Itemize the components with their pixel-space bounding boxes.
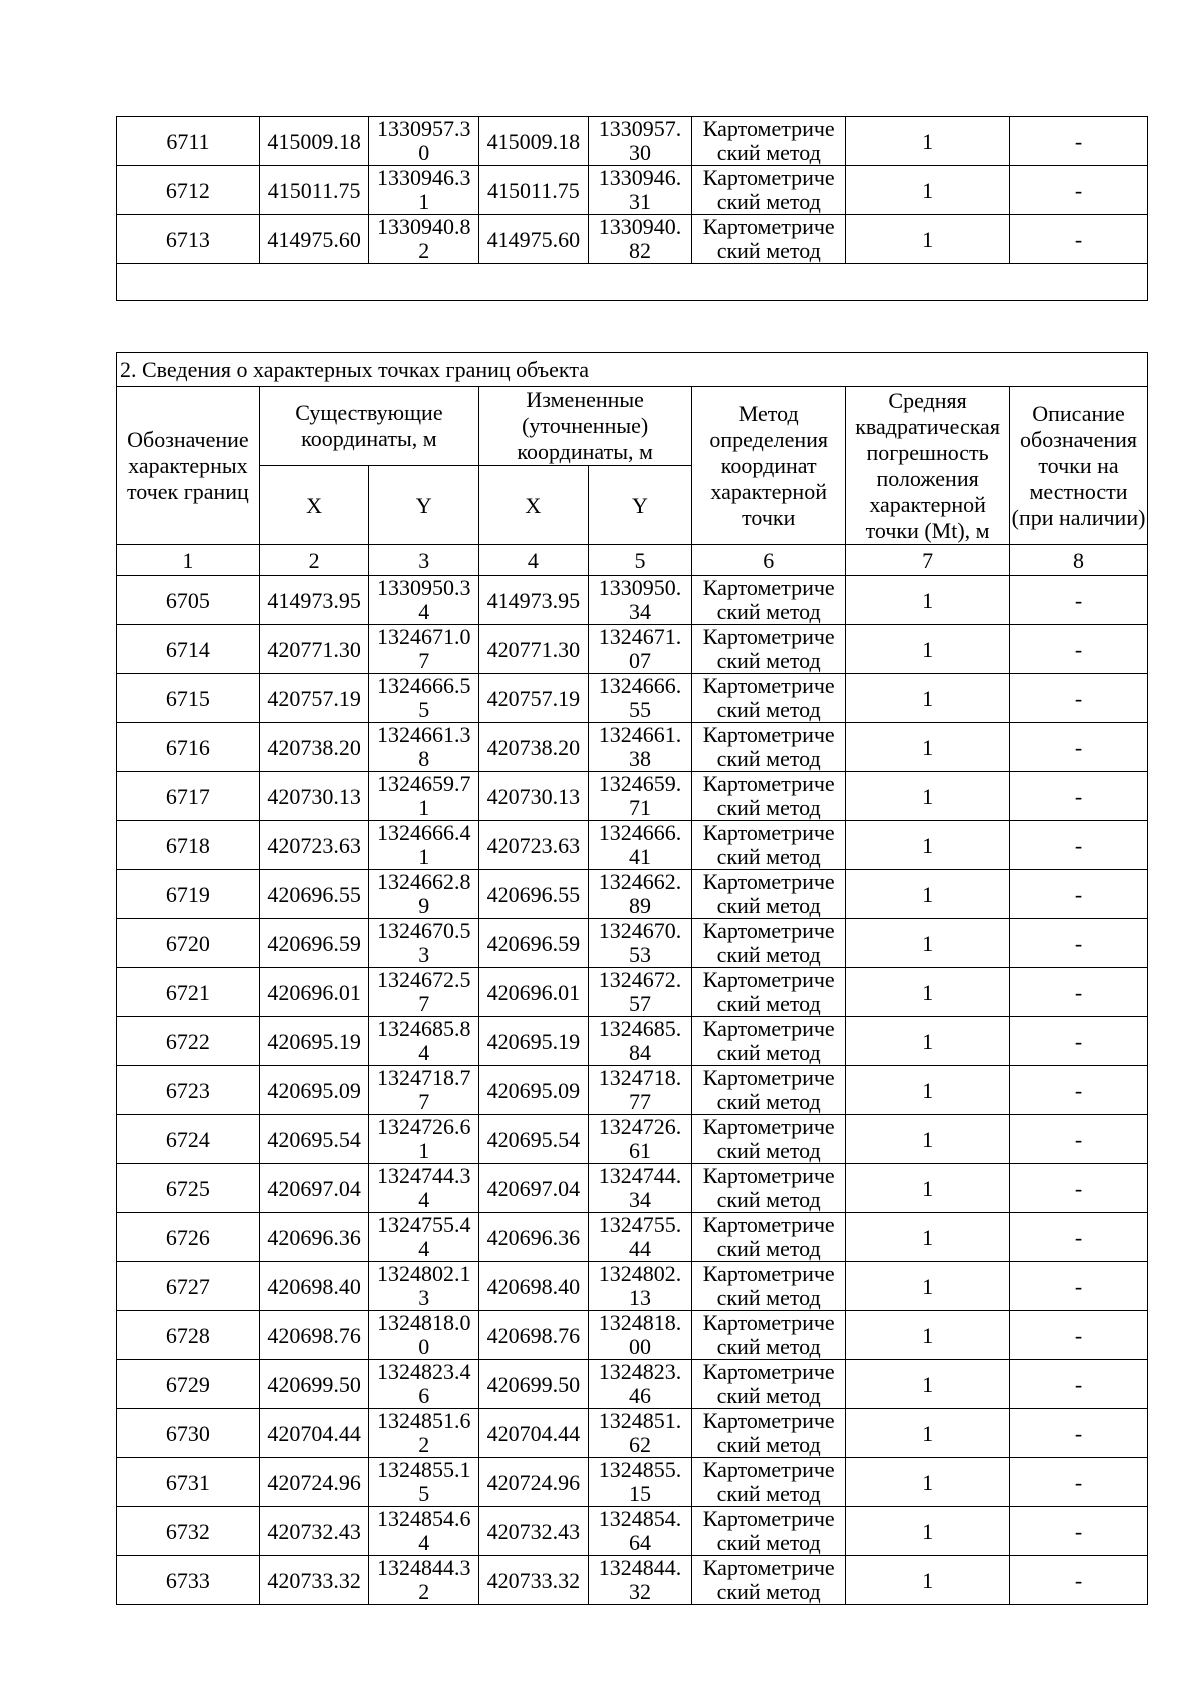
x-changed: 420723.63 <box>479 821 589 870</box>
description: - <box>1010 1311 1148 1360</box>
x-changed: 420738.20 <box>479 723 589 772</box>
y-existing: 1324672.5 7 <box>369 968 479 1017</box>
point-name: 6714 <box>117 625 260 674</box>
x-existing: 420698.76 <box>259 1311 369 1360</box>
y-changed: 1324755. 44 <box>588 1213 692 1262</box>
table-row <box>117 1409 1148 1458</box>
point-name: 6722 <box>117 1017 260 1066</box>
x-changed: 420724.96 <box>479 1458 589 1507</box>
method: Картометриче ский метод <box>692 166 846 215</box>
x-changed: 420695.09 <box>479 1066 589 1115</box>
header-changed-coords: Измененные (уточненные) координаты, м <box>479 387 692 466</box>
x-changed: 414973.95 <box>479 576 589 625</box>
y-changed: 1324851. 62 <box>588 1409 692 1458</box>
x-existing: 420696.36 <box>259 1213 369 1262</box>
method: Картометриче ский метод <box>692 674 846 723</box>
method: Картометриче ский метод <box>692 821 846 870</box>
x-existing: 420733.32 <box>259 1556 369 1605</box>
method: Картометриче ский метод <box>692 1017 846 1066</box>
x-existing: 420704.44 <box>259 1409 369 1458</box>
x-changed: 414975.60 <box>479 215 589 264</box>
header-y-existing: Y <box>369 466 479 545</box>
y-existing: 1324755.4 4 <box>369 1213 479 1262</box>
method: Картометриче ский метод <box>692 1311 846 1360</box>
mt-value: 1 <box>846 576 1010 625</box>
column-number: 1 <box>117 545 260 576</box>
mt-value: 1 <box>846 723 1010 772</box>
x-existing: 420699.50 <box>259 1360 369 1409</box>
x-existing: 414973.95 <box>259 576 369 625</box>
mt-value: 1 <box>846 674 1010 723</box>
column-number: 7 <box>846 545 1010 576</box>
x-changed: 420757.19 <box>479 674 589 723</box>
point-name: 6717 <box>117 772 260 821</box>
y-changed: 1324718. 77 <box>588 1066 692 1115</box>
y-changed: 1324744. 34 <box>588 1164 692 1213</box>
method: Картометриче ский метод <box>692 723 846 772</box>
method: Картометриче ский метод <box>692 1164 846 1213</box>
x-existing: 420732.43 <box>259 1507 369 1556</box>
x-existing: 420696.59 <box>259 919 369 968</box>
x-changed: 420696.36 <box>479 1213 589 1262</box>
description: - <box>1010 1066 1148 1115</box>
table-row <box>117 723 1148 772</box>
description: - <box>1010 723 1148 772</box>
description: - <box>1010 576 1148 625</box>
x-changed: 420695.19 <box>479 1017 589 1066</box>
y-changed: 1324818. 00 <box>588 1311 692 1360</box>
description: - <box>1010 1164 1148 1213</box>
description: - <box>1010 166 1148 215</box>
header-error: Средняя квадратическая погрешность положения характерной точки (Mt), м <box>846 387 1010 545</box>
point-name: 6721 <box>117 968 260 1017</box>
description: - <box>1010 1458 1148 1507</box>
header-x-existing: X <box>259 466 369 545</box>
method: Картометриче ский метод <box>692 772 846 821</box>
table-row <box>117 1262 1148 1311</box>
y-changed: 1324661. 38 <box>588 723 692 772</box>
method: Картометриче ский метод <box>692 919 846 968</box>
table-row <box>117 674 1148 723</box>
point-name: 6716 <box>117 723 260 772</box>
table-footer-row <box>117 264 1148 301</box>
y-changed: 1324666. 55 <box>588 674 692 723</box>
method: Картометриче ский метод <box>692 870 846 919</box>
x-changed: 420697.04 <box>479 1164 589 1213</box>
x-existing: 414975.60 <box>259 215 369 264</box>
description: - <box>1010 1409 1148 1458</box>
header-method: Метод определения координат характерной точки <box>692 387 846 545</box>
y-changed: 1324672. 57 <box>588 968 692 1017</box>
point-name: 6712 <box>117 166 260 215</box>
description: - <box>1010 1017 1148 1066</box>
column-number: 2 <box>259 545 369 576</box>
y-existing: 1324661.3 8 <box>369 723 479 772</box>
x-existing: 420697.04 <box>259 1164 369 1213</box>
description: - <box>1010 674 1148 723</box>
table-row <box>117 576 1148 625</box>
point-name: 6730 <box>117 1409 260 1458</box>
y-existing: 1324844.3 2 <box>369 1556 479 1605</box>
point-name: 6731 <box>117 1458 260 1507</box>
y-changed: 1324662. 89 <box>588 870 692 919</box>
x-existing: 420771.30 <box>259 625 369 674</box>
x-changed: 420730.13 <box>479 772 589 821</box>
y-existing: 1324666.4 1 <box>369 821 479 870</box>
method: Картометриче ский метод <box>692 1556 846 1605</box>
table-row <box>117 625 1148 674</box>
method: Картометриче ский метод <box>692 1213 846 1262</box>
mt-value: 1 <box>846 1017 1010 1066</box>
table-row <box>117 1556 1148 1605</box>
y-existing: 1330940.8 2 <box>369 215 479 264</box>
table-continuation <box>116 116 1148 301</box>
y-changed: 1324666. 41 <box>588 821 692 870</box>
section-title-row <box>117 353 1148 387</box>
description: - <box>1010 117 1148 166</box>
x-changed: 415009.18 <box>479 117 589 166</box>
point-name: 6718 <box>117 821 260 870</box>
table-row <box>117 166 1148 215</box>
table-row <box>117 1213 1148 1262</box>
x-existing: 420723.63 <box>259 821 369 870</box>
section-title: 2. Сведения о характерных точках границ объекта <box>117 353 1148 387</box>
mt-value: 1 <box>846 821 1010 870</box>
table-row <box>117 117 1148 166</box>
column-numbers-row <box>117 545 1148 576</box>
y-existing: 1330950.3 4 <box>369 576 479 625</box>
y-changed: 1324726. 61 <box>588 1115 692 1164</box>
mt-value: 1 <box>846 166 1010 215</box>
mt-value: 1 <box>846 1115 1010 1164</box>
x-changed: 420696.55 <box>479 870 589 919</box>
y-existing: 1324818.0 0 <box>369 1311 479 1360</box>
description: - <box>1010 870 1148 919</box>
mt-value: 1 <box>846 1262 1010 1311</box>
x-existing: 415009.18 <box>259 117 369 166</box>
point-name: 6728 <box>117 1311 260 1360</box>
x-changed: 420732.43 <box>479 1507 589 1556</box>
y-existing: 1324718.7 7 <box>369 1066 479 1115</box>
table-row <box>117 1066 1148 1115</box>
mt-value: 1 <box>846 919 1010 968</box>
description: - <box>1010 772 1148 821</box>
header-x-changed: X <box>479 466 589 545</box>
method: Картометриче ский метод <box>692 215 846 264</box>
x-existing: 420757.19 <box>259 674 369 723</box>
column-number: 3 <box>369 545 479 576</box>
description: - <box>1010 1507 1148 1556</box>
column-number: 6 <box>692 545 846 576</box>
point-name: 6732 <box>117 1507 260 1556</box>
table-row <box>117 919 1148 968</box>
description: - <box>1010 968 1148 1017</box>
y-changed: 1324685. 84 <box>588 1017 692 1066</box>
method: Картометриче ский метод <box>692 1360 846 1409</box>
table-row <box>117 870 1148 919</box>
header-point-name: Обозначение характерных точек границ <box>117 387 260 545</box>
y-changed: 1324823. 46 <box>588 1360 692 1409</box>
x-changed: 420698.76 <box>479 1311 589 1360</box>
y-changed: 1324855. 15 <box>588 1458 692 1507</box>
column-number: 4 <box>479 545 589 576</box>
point-name: 6729 <box>117 1360 260 1409</box>
description: - <box>1010 625 1148 674</box>
y-existing: 1330946.3 1 <box>369 166 479 215</box>
mt-value: 1 <box>846 1311 1010 1360</box>
method: Картометриче ский метод <box>692 625 846 674</box>
y-changed: 1330946. 31 <box>588 166 692 215</box>
y-existing: 1324851.6 2 <box>369 1409 479 1458</box>
point-name: 6727 <box>117 1262 260 1311</box>
mt-value: 1 <box>846 1409 1010 1458</box>
mt-value: 1 <box>846 1360 1010 1409</box>
y-existing: 1324855.1 5 <box>369 1458 479 1507</box>
table-row <box>117 1507 1148 1556</box>
table-row <box>117 1360 1148 1409</box>
x-changed: 415011.75 <box>479 166 589 215</box>
method: Картометриче ский метод <box>692 1409 846 1458</box>
method: Картометриче ский метод <box>692 1115 846 1164</box>
y-existing: 1324854.6 4 <box>369 1507 479 1556</box>
description: - <box>1010 821 1148 870</box>
table-row <box>117 1458 1148 1507</box>
mt-value: 1 <box>846 1066 1010 1115</box>
x-changed: 420699.50 <box>479 1360 589 1409</box>
y-existing: 1324659.7 1 <box>369 772 479 821</box>
table-row <box>117 1164 1148 1213</box>
y-existing: 1324671.0 7 <box>369 625 479 674</box>
y-changed: 1330957. 30 <box>588 117 692 166</box>
mt-value: 1 <box>846 1556 1010 1605</box>
x-changed: 420695.54 <box>479 1115 589 1164</box>
y-changed: 1324659. 71 <box>588 772 692 821</box>
mt-value: 1 <box>846 625 1010 674</box>
header-row <box>117 387 1148 466</box>
mt-value: 1 <box>846 215 1010 264</box>
point-name: 6719 <box>117 870 260 919</box>
table-row <box>117 772 1148 821</box>
y-existing: 1324802.1 3 <box>369 1262 479 1311</box>
x-changed: 420698.40 <box>479 1262 589 1311</box>
point-name: 6726 <box>117 1213 260 1262</box>
y-existing: 1330957.3 0 <box>369 117 479 166</box>
x-existing: 420695.54 <box>259 1115 369 1164</box>
y-changed: 1324854. 64 <box>588 1507 692 1556</box>
point-name: 6713 <box>117 215 260 264</box>
y-changed: 1324844. 32 <box>588 1556 692 1605</box>
method: Картометриче ский метод <box>692 1262 846 1311</box>
point-name: 6720 <box>117 919 260 968</box>
method: Картометриче ский метод <box>692 576 846 625</box>
y-existing: 1324662.8 9 <box>369 870 479 919</box>
y-existing: 1324670.5 3 <box>369 919 479 968</box>
header-y-changed: Y <box>588 466 692 545</box>
table-row <box>117 968 1148 1017</box>
table-points <box>116 352 1148 1605</box>
x-existing: 420738.20 <box>259 723 369 772</box>
x-changed: 420733.32 <box>479 1556 589 1605</box>
y-changed: 1330950. 34 <box>588 576 692 625</box>
method: Картометриче ский метод <box>692 968 846 1017</box>
y-changed: 1324802. 13 <box>588 1262 692 1311</box>
y-changed: 1330940. 82 <box>588 215 692 264</box>
point-name: 6705 <box>117 576 260 625</box>
method: Картометриче ский метод <box>692 117 846 166</box>
column-number: 8 <box>1010 545 1148 576</box>
point-name: 6725 <box>117 1164 260 1213</box>
mt-value: 1 <box>846 117 1010 166</box>
x-changed: 420696.59 <box>479 919 589 968</box>
method: Картометриче ский метод <box>692 1507 846 1556</box>
mt-value: 1 <box>846 1164 1010 1213</box>
x-changed: 420704.44 <box>479 1409 589 1458</box>
x-existing: 420698.40 <box>259 1262 369 1311</box>
x-changed: 420771.30 <box>479 625 589 674</box>
point-name: 6715 <box>117 674 260 723</box>
table-row <box>117 1017 1148 1066</box>
y-existing: 1324685.8 4 <box>369 1017 479 1066</box>
mt-value: 1 <box>846 772 1010 821</box>
header-description: Описание обозначения точки на местности (при наличии) <box>1010 387 1148 545</box>
description: - <box>1010 215 1148 264</box>
y-changed: 1324671. 07 <box>588 625 692 674</box>
description: - <box>1010 919 1148 968</box>
method: Картометриче ский метод <box>692 1066 846 1115</box>
mt-value: 1 <box>846 968 1010 1017</box>
mt-value: 1 <box>846 1213 1010 1262</box>
point-name: 6733 <box>117 1556 260 1605</box>
y-existing: 1324823.4 6 <box>369 1360 479 1409</box>
table-row <box>117 821 1148 870</box>
method: Картометриче ский метод <box>692 1458 846 1507</box>
mt-value: 1 <box>846 1458 1010 1507</box>
x-existing: 420696.01 <box>259 968 369 1017</box>
description: - <box>1010 1115 1148 1164</box>
header-existing-coords: Существующие координаты, м <box>259 387 478 466</box>
table-row <box>117 215 1148 264</box>
point-name: 6723 <box>117 1066 260 1115</box>
table-row <box>117 1311 1148 1360</box>
mt-value: 1 <box>846 1507 1010 1556</box>
x-existing: 420695.09 <box>259 1066 369 1115</box>
mt-value: 1 <box>846 870 1010 919</box>
y-changed: 1324670. 53 <box>588 919 692 968</box>
description: - <box>1010 1213 1148 1262</box>
x-existing: 420724.96 <box>259 1458 369 1507</box>
x-changed: 420696.01 <box>479 968 589 1017</box>
table-row <box>117 1115 1148 1164</box>
column-number: 5 <box>588 545 692 576</box>
x-existing: 420695.19 <box>259 1017 369 1066</box>
x-existing: 420696.55 <box>259 870 369 919</box>
y-existing: 1324726.6 1 <box>369 1115 479 1164</box>
point-name: 6724 <box>117 1115 260 1164</box>
description: - <box>1010 1360 1148 1409</box>
y-existing: 1324666.5 5 <box>369 674 479 723</box>
x-existing: 415011.75 <box>259 166 369 215</box>
x-existing: 420730.13 <box>259 772 369 821</box>
point-name: 6711 <box>117 117 260 166</box>
description: - <box>1010 1556 1148 1605</box>
description: - <box>1010 1262 1148 1311</box>
y-existing: 1324744.3 4 <box>369 1164 479 1213</box>
